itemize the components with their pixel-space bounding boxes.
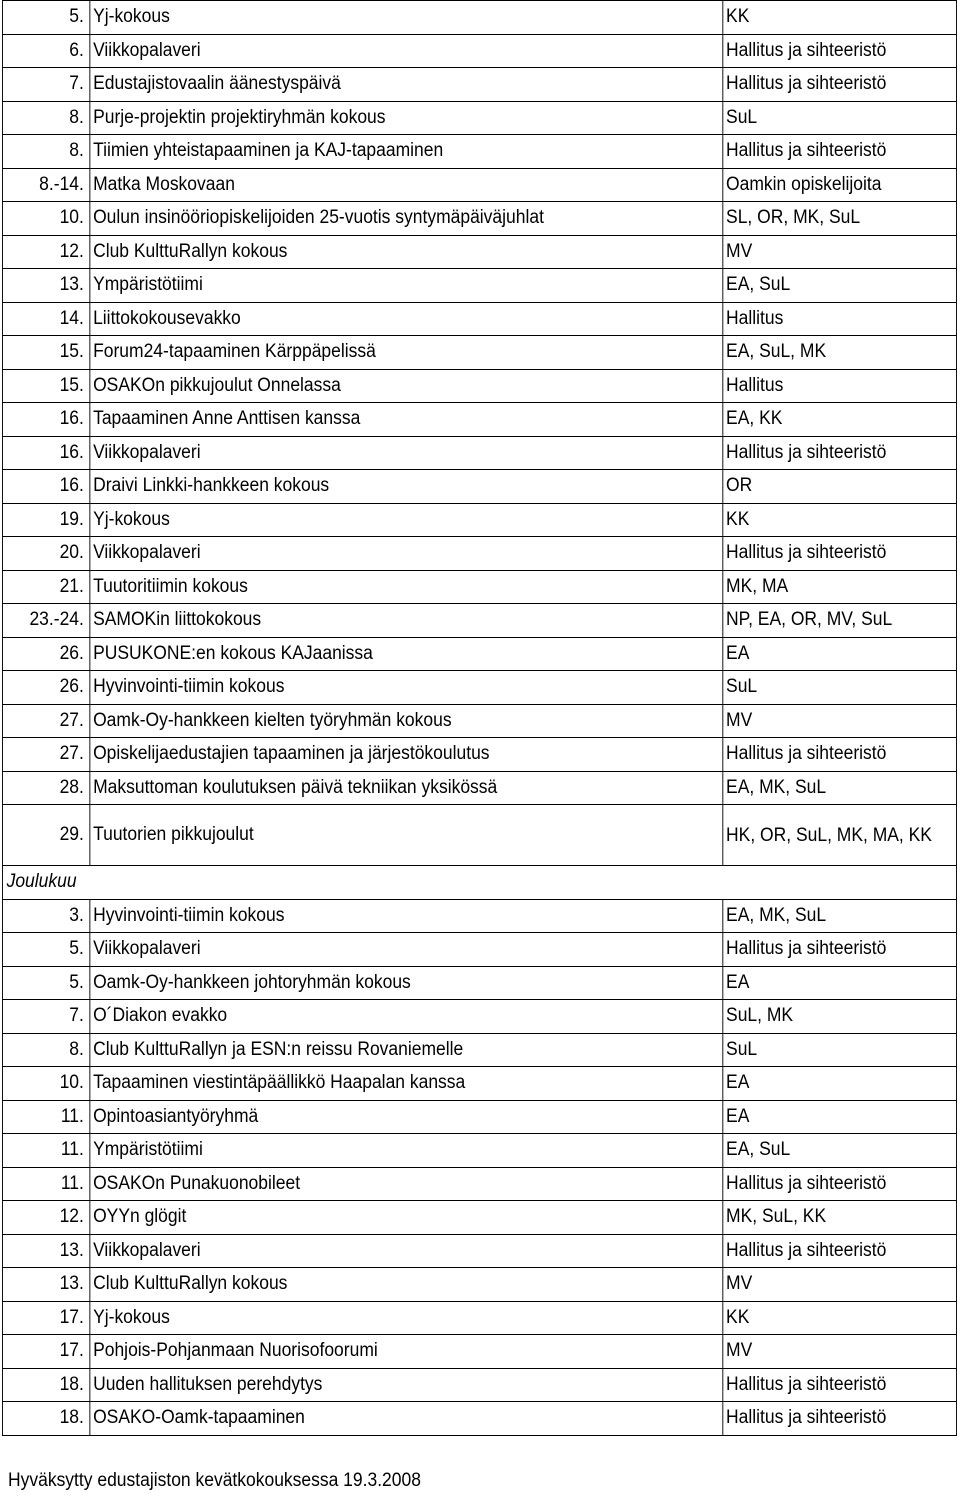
event-cell: Oamk-Oy-hankkeen kielten työryhmän kokous xyxy=(90,704,723,738)
participants-cell: KK xyxy=(723,1,957,35)
participants-cell: Hallitus ja sihteeristö xyxy=(723,1402,957,1436)
event-cell: Yj-kokous xyxy=(90,1,723,35)
date-cell: 21. xyxy=(2,570,89,604)
event-cell: Matka Moskovaan xyxy=(90,168,723,202)
event-cell: Viikkopalaveri xyxy=(90,34,723,68)
date-cell: 11. xyxy=(2,1167,89,1201)
date-cell: 16. xyxy=(2,403,89,437)
participants-cell: MV xyxy=(723,1268,957,1302)
event-cell: Club KulttuRallyn ja ESN:n reissu Rovaniemelle xyxy=(90,1033,723,1067)
table-row xyxy=(2,1100,956,1134)
event-cell: Opiskelijaedustajien tapaaminen ja järjestökoulutus xyxy=(90,738,723,772)
event-cell: Yj-kokous xyxy=(90,503,723,537)
date-cell: 12. xyxy=(2,235,89,269)
event-cell: OSAKOn pikkujoulut Onnelassa xyxy=(90,369,723,403)
date-cell: 8. xyxy=(2,135,89,169)
participants-cell: Hallitus ja sihteeristö xyxy=(723,436,957,470)
table-row xyxy=(2,68,956,102)
event-cell: Viikkopalaveri xyxy=(90,537,723,571)
november-rows xyxy=(2,1,956,866)
event-cell: Edustajistovaalin äänestyspäivä xyxy=(90,68,723,102)
table-row xyxy=(2,1268,956,1302)
participants-cell: SuL xyxy=(723,1033,957,1067)
participants-cell: Hallitus ja sihteeristö xyxy=(723,537,957,571)
participants-cell: Hallitus ja sihteeristö xyxy=(723,135,957,169)
date-cell: 27. xyxy=(2,738,89,772)
date-cell: 5. xyxy=(2,933,89,967)
date-cell: 17. xyxy=(2,1335,89,1369)
event-cell: Opintoasiantyöryhmä xyxy=(90,1100,723,1134)
participants-cell: MV xyxy=(723,235,957,269)
event-cell: SAMOKin liittokokous xyxy=(90,604,723,638)
event-cell: Pohjois-Pohjanmaan Nuorisofoorumi xyxy=(90,1335,723,1369)
table-row xyxy=(2,1167,956,1201)
table-row xyxy=(2,704,956,738)
date-cell: 29. xyxy=(2,805,89,866)
participants-cell: Hallitus xyxy=(723,302,957,336)
table-row xyxy=(2,966,956,1000)
participants-cell: OR xyxy=(723,470,957,504)
table-row xyxy=(2,135,956,169)
participants-cell: NP, EA, OR, MV, SuL xyxy=(723,604,957,638)
table-row xyxy=(2,503,956,537)
date-cell: 3. xyxy=(2,899,89,933)
event-cell: Oulun insinööriopiskelijoiden 25-vuotis syntymäpäiväjuhlat xyxy=(90,202,723,236)
table-row xyxy=(2,1067,956,1101)
participants-cell: EA, KK xyxy=(723,403,957,437)
table-row xyxy=(2,369,956,403)
event-cell: Club KulttuRallyn kokous xyxy=(90,1268,723,1302)
event-cell: Uuden hallituksen perehdytys xyxy=(90,1368,723,1402)
event-cell: Maksuttoman koulutuksen päivä tekniikan yksikössä xyxy=(90,771,723,805)
date-cell: 26. xyxy=(2,671,89,705)
table-row xyxy=(2,235,956,269)
participants-cell: Hallitus ja sihteeristö xyxy=(723,34,957,68)
date-cell: 27. xyxy=(2,704,89,738)
date-cell: 5. xyxy=(2,1,89,35)
participants-cell: Hallitus ja sihteeristö xyxy=(723,738,957,772)
date-cell: 28. xyxy=(2,771,89,805)
date-cell: 15. xyxy=(2,369,89,403)
table-row xyxy=(2,470,956,504)
event-cell: Oamk-Oy-hankkeen johtoryhmän kokous xyxy=(90,966,723,1000)
event-cell: Ympäristötiimi xyxy=(90,269,723,303)
table-row xyxy=(2,269,956,303)
event-cell: Liittokokousevakko xyxy=(90,302,723,336)
table-row xyxy=(2,1,956,35)
event-cell: Viikkopalaveri xyxy=(90,1234,723,1268)
date-cell: 23.-24. xyxy=(2,604,89,638)
participants-cell: EA, MK, SuL xyxy=(723,771,957,805)
section-row xyxy=(2,866,956,900)
date-cell: 26. xyxy=(2,637,89,671)
event-cell: Club KulttuRallyn kokous xyxy=(90,235,723,269)
date-cell: 13. xyxy=(2,1234,89,1268)
event-cell: Hyvinvointi-tiimin kokous xyxy=(90,899,723,933)
date-cell: 18. xyxy=(2,1402,89,1436)
participants-cell: MK, SuL, KK xyxy=(723,1201,957,1235)
date-cell: 8.-14. xyxy=(2,168,89,202)
december-rows xyxy=(2,899,956,1435)
participants-cell: Hallitus xyxy=(723,369,957,403)
date-cell: 12. xyxy=(2,1201,89,1235)
date-cell: 13. xyxy=(2,1268,89,1302)
participants-cell: EA xyxy=(723,1100,957,1134)
table-row xyxy=(2,899,956,933)
date-cell: 7. xyxy=(2,68,89,102)
date-cell: 11. xyxy=(2,1100,89,1134)
date-cell: 20. xyxy=(2,537,89,571)
participants-cell: EA xyxy=(723,637,957,671)
event-cell: Forum24-tapaaminen Kärppäpelissä xyxy=(90,336,723,370)
participants-cell: SuL xyxy=(723,101,957,135)
event-cell: PUSUKONE:en kokous KAJaanissa xyxy=(90,637,723,671)
december-section xyxy=(2,866,956,900)
event-table xyxy=(2,0,957,1436)
event-cell: O´Diakon evakko xyxy=(90,1000,723,1034)
participants-cell: SL, OR, MK, SuL xyxy=(723,202,957,236)
event-cell: Hyvinvointi-tiimin kokous xyxy=(90,671,723,705)
table-row xyxy=(2,1368,956,1402)
table-row xyxy=(2,302,956,336)
date-cell: 7. xyxy=(2,1000,89,1034)
event-cell: Tiimien yhteistapaaminen ja KAJ-tapaaminen xyxy=(90,135,723,169)
table-row xyxy=(2,436,956,470)
participants-cell: HK, OR, SuL, MK, MA, KK xyxy=(723,805,957,866)
table-row xyxy=(2,101,956,135)
participants-cell: Hallitus ja sihteeristö xyxy=(723,1234,957,1268)
table-row xyxy=(2,1335,956,1369)
table-row xyxy=(2,1301,956,1335)
date-cell: 8. xyxy=(2,101,89,135)
date-cell: 11. xyxy=(2,1134,89,1168)
event-cell: Draivi Linkki-hankkeen kokous xyxy=(90,470,723,504)
participants-cell: EA xyxy=(723,966,957,1000)
event-cell: Tuutoritiimin kokous xyxy=(90,570,723,604)
table-row xyxy=(2,34,956,68)
participants-cell: MV xyxy=(723,704,957,738)
event-cell: Purje-projektin projektiryhmän kokous xyxy=(90,101,723,135)
event-cell: Tuutorien pikkujoulut xyxy=(90,805,723,866)
date-cell: 14. xyxy=(2,302,89,336)
date-cell: 17. xyxy=(2,1301,89,1335)
table-row xyxy=(2,570,956,604)
participants-cell: Hallitus ja sihteeristö xyxy=(723,68,957,102)
table-row xyxy=(2,336,956,370)
date-cell: 10. xyxy=(2,1067,89,1101)
event-cell: Tapaaminen viestintäpäällikkö Haapalan kanssa xyxy=(90,1067,723,1101)
participants-cell: EA, MK, SuL xyxy=(723,899,957,933)
participants-cell: EA, SuL xyxy=(723,1134,957,1168)
table-row xyxy=(2,1402,956,1436)
date-cell: 18. xyxy=(2,1368,89,1402)
event-cell: Viikkopalaveri xyxy=(90,933,723,967)
table-row xyxy=(2,604,956,638)
event-cell: Tapaaminen Anne Anttisen kanssa xyxy=(90,403,723,437)
participants-cell: EA, SuL xyxy=(723,269,957,303)
date-cell: 16. xyxy=(2,436,89,470)
date-cell: 10. xyxy=(2,202,89,236)
table-row xyxy=(2,637,956,671)
participants-cell: MV xyxy=(723,1335,957,1369)
participants-cell: EA, SuL, MK xyxy=(723,336,957,370)
participants-cell: SuL, MK xyxy=(723,1000,957,1034)
participants-cell: EA xyxy=(723,1067,957,1101)
participants-cell: SuL xyxy=(723,671,957,705)
event-cell: Ympäristötiimi xyxy=(90,1134,723,1168)
event-cell: Viikkopalaveri xyxy=(90,436,723,470)
date-cell: 5. xyxy=(2,966,89,1000)
table-row xyxy=(2,537,956,571)
table-row xyxy=(2,168,956,202)
table-row xyxy=(2,671,956,705)
table-row xyxy=(2,1033,956,1067)
table-row xyxy=(2,933,956,967)
table-row xyxy=(2,1134,956,1168)
date-cell: 6. xyxy=(2,34,89,68)
table-row xyxy=(2,1000,956,1034)
event-cell: Yj-kokous xyxy=(90,1301,723,1335)
event-cell: OSAKOn Punakuonobileet xyxy=(90,1167,723,1201)
participants-cell: MK, MA xyxy=(723,570,957,604)
date-cell: 19. xyxy=(2,503,89,537)
date-cell: 16. xyxy=(2,470,89,504)
event-cell: OYYn glögit xyxy=(90,1201,723,1235)
date-cell: 8. xyxy=(2,1033,89,1067)
date-cell: 15. xyxy=(2,336,89,370)
participants-cell: Hallitus ja sihteeristö xyxy=(723,1368,957,1402)
participants-cell: Oamkin opiskelijoita xyxy=(723,168,957,202)
participants-cell: KK xyxy=(723,503,957,537)
table-row xyxy=(2,738,956,772)
event-cell: OSAKO-Oamk-tapaaminen xyxy=(90,1402,723,1436)
date-cell: 13. xyxy=(2,269,89,303)
table-row xyxy=(2,1201,956,1235)
approval-note: Hyväksytty edustajiston kevätkokouksessa 19.3.2008 xyxy=(8,1470,421,1491)
table-row xyxy=(2,805,956,866)
table-row xyxy=(2,202,956,236)
participants-cell: Hallitus ja sihteeristö xyxy=(723,1167,957,1201)
participants-cell: KK xyxy=(723,1301,957,1335)
table-row xyxy=(2,771,956,805)
table-row xyxy=(2,1234,956,1268)
table-row xyxy=(2,403,956,437)
section-label: Joulukuu xyxy=(2,866,956,900)
participants-cell: Hallitus ja sihteeristö xyxy=(723,933,957,967)
